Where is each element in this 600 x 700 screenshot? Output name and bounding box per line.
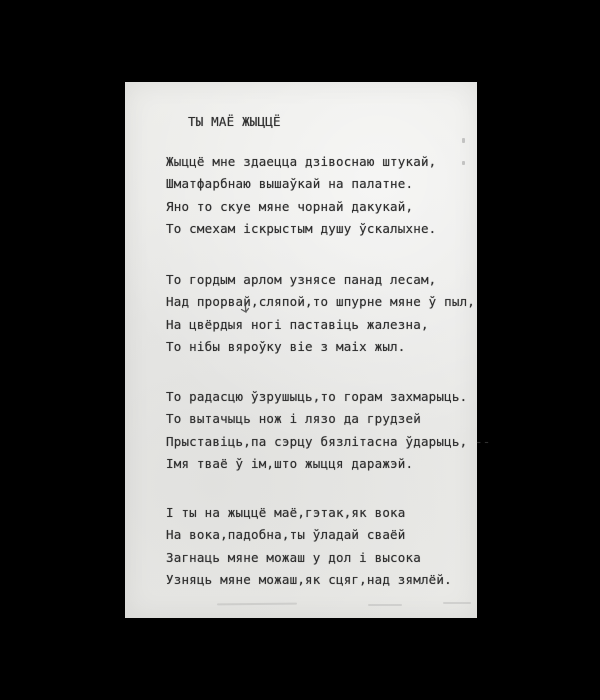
- poem-line: Яно то скуе мяне чорнай дакукай,: [166, 198, 414, 214]
- stanza-2: [166, 269, 476, 359]
- poem-line: То гордым арлом узнясе панад лесам,: [166, 272, 437, 287]
- poem-line: На цвёрдыя ногі паставіць жалезна,: [166, 316, 429, 332]
- stanza-4: [166, 502, 471, 592]
- paper-smudge: [443, 602, 471, 604]
- poem-line: То вытачыць нож і лязо да грудзей: [166, 411, 421, 427]
- stanza-3: [166, 386, 491, 476]
- paper-smudge: [368, 604, 402, 606]
- poem-line: То радасцю ўзрушыць,то горам захмарыць.: [166, 389, 468, 404]
- poem-line: То нібы вяроўку віе з маіх жыл.: [166, 339, 406, 355]
- paper-speck: [462, 161, 465, 165]
- poem-line: Над прорвай,сляпой,то шпурне мяне ў пыл,: [166, 294, 476, 310]
- poem-line: Шматфарбнаю вышаўкай на палатне.: [166, 176, 414, 192]
- stanza-1: [166, 151, 471, 241]
- poem-line: На вока,падобна,ты ўладай сваёй: [166, 527, 406, 543]
- poem-line: Прыставіць,па сэрцу бязлітасна ўдарыць, --: [166, 433, 491, 449]
- poem-line: І ты на жыццё маё,гэтак,як вока: [166, 505, 406, 520]
- paper-smudge: [217, 603, 297, 606]
- poem-line: Загнаць мяне можаш у дол і высока: [166, 549, 421, 565]
- poem-title: ТЫ МАЁ ЖЫЦЦЁ: [188, 114, 281, 129]
- poem-line: То смехам іскрыстым душу ўскалыхне.: [166, 221, 437, 237]
- poem-line: Імя тваё ў ім,што жыцця даражэй.: [166, 456, 414, 472]
- pencil-insertion-mark: [239, 298, 251, 320]
- scanned-typewritten-page: [125, 82, 491, 618]
- poem-line: Жыццё мне здаецца дзівоснаю штукай,: [166, 154, 437, 169]
- poem-line: Узняць мяне можаш,як сцяг,над зямлёй.: [166, 572, 452, 588]
- paper-speck: [462, 138, 465, 143]
